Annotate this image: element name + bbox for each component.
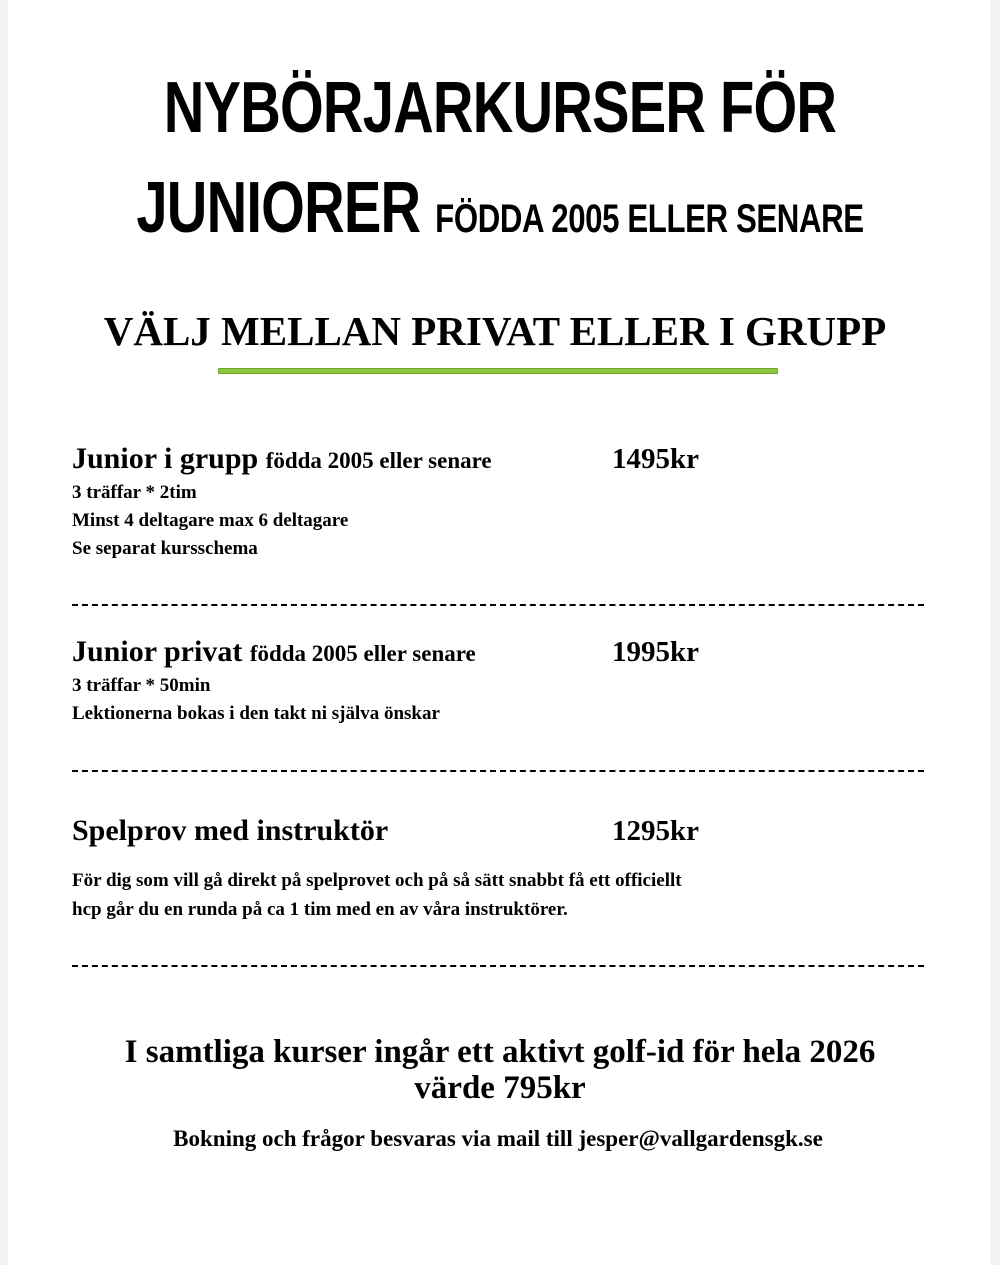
course-private-name: Junior privat xyxy=(72,635,243,668)
course-playtest-detail: För dig som vill gå direkt på spelprovet och på så sätt snabbt få ett officiellt xyxy=(72,870,682,891)
course-private-detail: 3 träffar * 50min xyxy=(72,675,211,696)
course-private-note: födda 2005 eller senare xyxy=(249,641,476,666)
course-private-title xyxy=(72,634,476,672)
course-playtest-price: 1295kr xyxy=(612,815,699,847)
course-playtest-title xyxy=(72,813,388,849)
booking-contact: Bokning och frågor besvaras via mail till jesper@vallgardensgk.se xyxy=(173,1126,823,1151)
subtitle: VÄLJ MELLAN PRIVAT ELLER I GRUPP xyxy=(103,308,887,354)
golf-id-notice: I samtliga kurser ingår ett aktivt golf-id för hela 2026 xyxy=(124,1034,876,1070)
course-private-detail: Lektionerna bokas i den takt ni själva önskar xyxy=(72,703,440,724)
headline-line-1: NYBÖRJARKURSER FÖR xyxy=(163,68,837,148)
dashed-separator xyxy=(72,604,924,606)
course-group-detail: Se separat kursschema xyxy=(72,538,258,559)
headline-juniorer: JUNIORER xyxy=(136,168,421,248)
course-private-price: 1995kr xyxy=(612,636,699,668)
course-playtest-name: Spelprov med instruktör xyxy=(72,814,389,847)
course-playtest-detail: hcp går du en runda på ca 1 tim med en av våra instruktörer. xyxy=(72,899,568,920)
course-group-note: födda 2005 eller senare xyxy=(265,448,492,473)
course-group-title xyxy=(72,441,492,479)
course-group-detail: 3 träffar * 2tim xyxy=(72,482,197,503)
headline-line-2 xyxy=(110,162,890,265)
dashed-separator xyxy=(72,770,924,772)
green-divider xyxy=(218,368,778,374)
headline-birth-year: FÖDDA 2005 ELLER SENARE xyxy=(435,197,864,241)
golf-id-value: värde 795kr xyxy=(414,1070,586,1106)
course-group-detail: Minst 4 deltagare max 6 deltagare xyxy=(72,510,349,531)
dashed-separator xyxy=(72,965,924,967)
course-group-price: 1495kr xyxy=(612,443,699,475)
course-group-name: Junior i grupp xyxy=(72,442,259,475)
